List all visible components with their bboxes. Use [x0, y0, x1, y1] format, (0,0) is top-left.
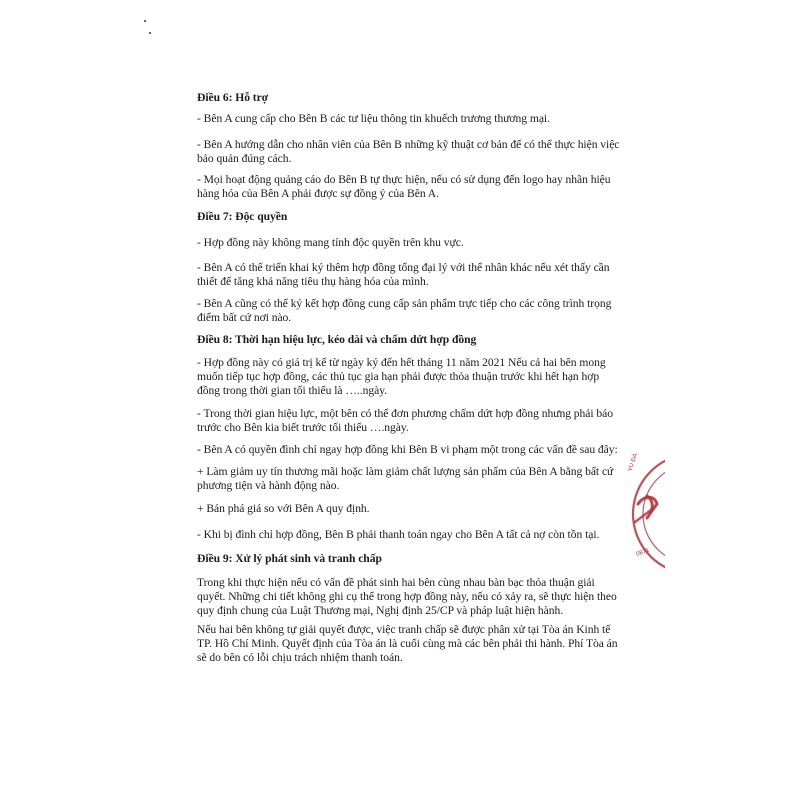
seal-stamp-graphic	[625, 452, 665, 580]
section-8-para-5: + Bán phá giá so với Bên A quy định.	[197, 502, 370, 515]
section-8-para-2: - Trong thời gian hiệu lực, một bên có thể đơn phương chấm dứt hợp đồng nhưng phải báo trước cho Bên kia biết trước tối thiểu ….ngày.	[197, 407, 613, 434]
section-8-para-3: - Bên A có quyền đình chỉ ngay hợp đồng khi Bên B vi phạm một trong các vấn đề sau đây:	[197, 443, 618, 456]
stamp-text-top: VỤ ĐÀ	[627, 453, 640, 473]
section-6-heading: Điều 6: Hỗ trợ	[197, 91, 269, 104]
section-9-heading: Điều 9: Xử lý phát sinh và tranh chấp	[197, 552, 382, 565]
scan-specks	[128, 14, 168, 44]
section-7-para-3: - Bên A cũng có thể ký kết hợp đồng cung cấp sản phẩm trực tiếp cho các công trình trọng điểm bất cứ nơi nào.	[197, 297, 612, 324]
section-6-para-1: - Bên A cung cấp cho Bên B các tư liệu thông tin khuếch trương thương mại.	[197, 112, 550, 125]
section-6-para-2: - Bên A hướng dẫn cho nhân viên của Bên B những kỹ thuật cơ bản để có thể thực hiện việc bảo quản đúng cách.	[197, 138, 620, 165]
section-6-para-3: - Mọi hoạt động quảng cáo do Bên B tự thực hiện, nếu có sử dụng đến logo hay nhãn hiệu hàng hóa của Bên A phải được sự đồng ý của Bên A.	[197, 173, 611, 200]
section-7-heading: Điều 7: Độc quyền	[197, 210, 288, 223]
section-9-para-1: Trong khi thực hiện nếu có vấn đề phát sinh hai bên cùng nhau bàn bạc thỏa thuận giải quyết. Những chi tiết không ghi cụ thể trong hợp đồng này, nếu có xảy ra, sẽ thực hiện theo quy định chung của Luật Thương mại, Nghị định 25/CP và pháp luật hiện hành.	[197, 576, 617, 617]
seal-stamp-fragment	[625, 452, 665, 580]
section-8-para-4: + Làm giảm uy tín thương mãi hoặc làm giảm chất lượng sản phẩm của Bên A bằng bất cứ phương tiện và hành động nào.	[197, 465, 614, 492]
stamp-text-bottom: 0871	[635, 547, 651, 558]
section-9-para-2: Nếu hai bên không tự giải quyết được, việc tranh chấp sẽ được phân xử tại Tòa án Kinh tế TP. Hồ Chí Minh. Quyết định của Tòa án là cuối cùng mà các bên phải thi hành. Phí Tòa án sẽ do bên có lỗi chịu trách nhiệm thanh toán.	[197, 623, 618, 664]
section-8-heading: Điều 8: Thời hạn hiệu lực, kéo dài và chấm dứt hợp đồng	[197, 333, 477, 346]
section-8-para-6: - Khi bị đình chỉ hợp đồng, Bên B phải thanh toán ngay cho Bên A tất cả nợ còn tồn tại.	[197, 528, 600, 541]
section-7-para-1: - Hợp đồng này không mang tính độc quyền trên khu vực.	[197, 236, 464, 249]
section-8-para-1: - Hợp đồng này có giá trị kể từ ngày ký đến hết tháng 11 năm 2021 Nếu cả hai bên mong muốn tiếp tục hợp đồng, các thủ tục gia hạn phải được thỏa thuận trước khi hết hạn hợp đồng trong thời gian tối thiểu là …..ngày.	[197, 356, 606, 397]
section-7-para-2: - Bên A có thể triển khai ký thêm hợp đồng tổng đại lý với thể nhân khác nếu xét thấy cần thiết để tăng khả năng tiêu thụ hàng hóa của mình.	[197, 261, 610, 288]
